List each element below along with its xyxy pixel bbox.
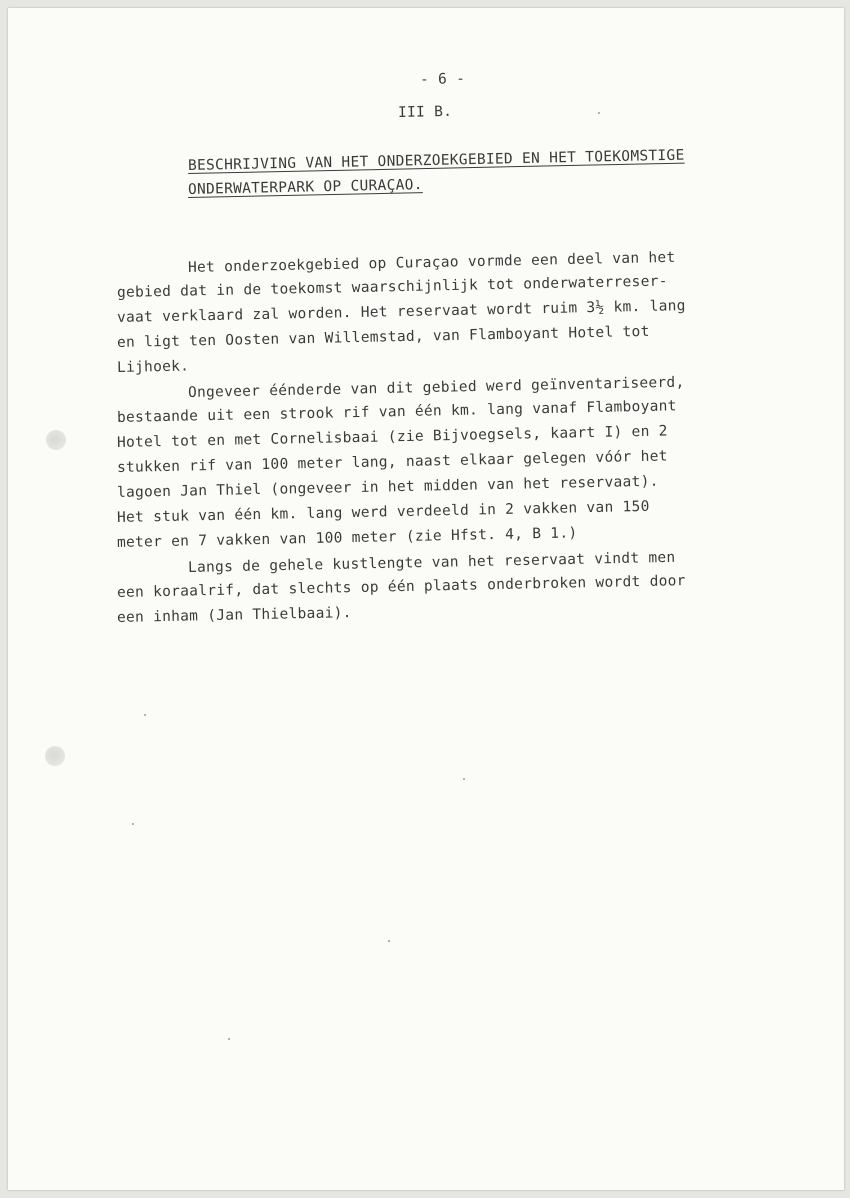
title-line-2: ONDERWATERPARK OP CURAÇAO.: [187, 177, 423, 198]
paper-speck: [598, 112, 600, 114]
body-line: meter en 7 vakken van 100 meter (zie Hfst. 4, B 1.): [116, 525, 578, 551]
paper-speck: [132, 823, 134, 825]
section-label: III B.: [397, 103, 453, 121]
body-line: vaat verklaard zal worden. Het reservaat wordt ruim 3½ km. lang: [116, 298, 686, 326]
document-page: [8, 8, 844, 1190]
body-line: gebied dat in de toekomst waarschijnlijk tot onderwaterreser-: [116, 273, 668, 301]
body-line: Het stuk van één km. lang werd verdeeld in 2 vakken van 150: [116, 498, 650, 526]
body-line: lagoen Jan Thiel (ongeveer in het midden van het reservaat).: [116, 473, 659, 501]
paper-speck: [388, 940, 390, 942]
body-line: Lijhoek.: [116, 358, 190, 376]
body-line: Het onderzoekgebied op Curaçao vormde een deel van het: [187, 249, 676, 276]
punch-hole-bottom: [45, 746, 65, 766]
punch-hole-top: [46, 430, 66, 450]
body-line: een koraalrif, dat slechts op één plaats onderbroken wordt door: [116, 573, 686, 601]
body-line: en ligt ten Oosten van Willemstad, van Flamboyant Hotel tot: [116, 323, 650, 351]
body-line: bestaande uit een strook rif van één km. lang vanaf Flamboyant: [116, 398, 677, 426]
body-line: Langs de gehele kustlengte van het reservaat vindt men: [187, 549, 676, 576]
paper-speck: [144, 714, 146, 716]
body-line: een inham (Jan Thielbaai).: [116, 605, 352, 626]
page-number: - 6 -: [419, 71, 466, 88]
body-line: stukken rif van 100 meter lang, naast elkaar gelegen vóór het: [116, 448, 668, 476]
paper-speck: [228, 1038, 230, 1040]
body-line: Hotel tot en met Cornelisbaai (zie Bijvoegsels, kaart I) en 2: [116, 423, 668, 451]
title-line-1: BESCHRIJVING VAN HET ONDERZOEKGEBIED EN HET TOEKOMSTIGE: [187, 147, 685, 174]
body-line: Ongeveer éénderde van dit gebied werd geïnventariseerd,: [187, 374, 685, 401]
paper-speck: [463, 778, 465, 780]
